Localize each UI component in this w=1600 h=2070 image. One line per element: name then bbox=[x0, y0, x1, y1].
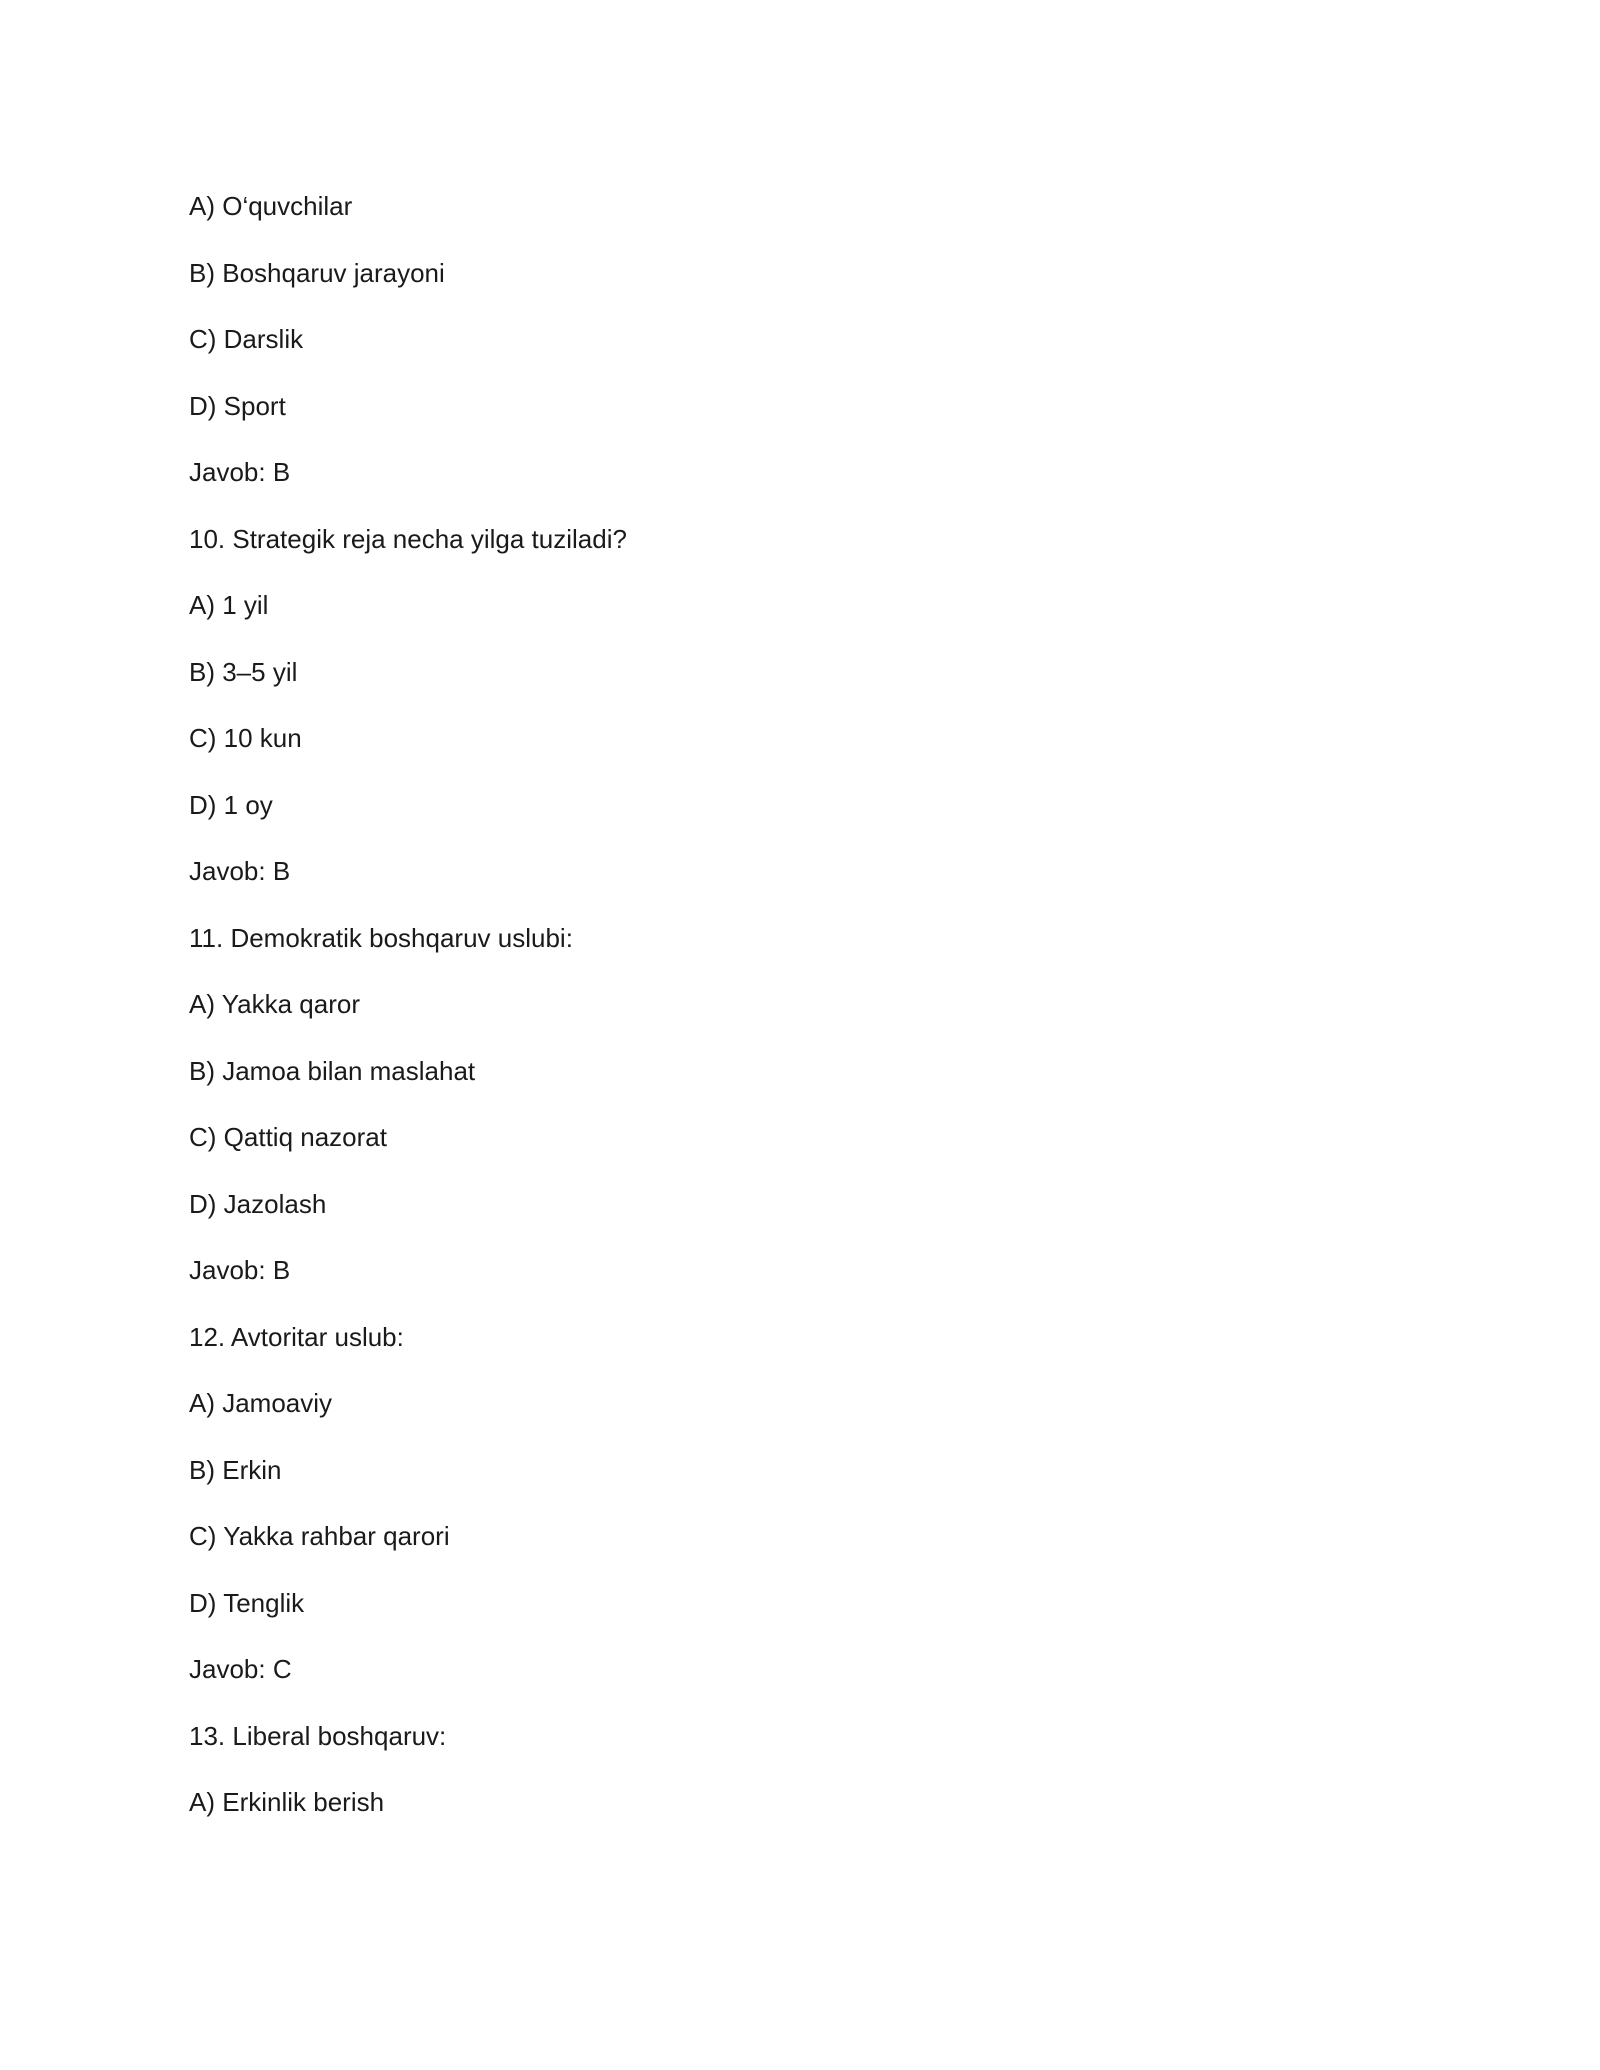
option-line: B) Erkin bbox=[189, 1454, 282, 1485]
option-line: C) 10 kun bbox=[189, 723, 302, 753]
option-line: C) Yakka rahbar qarori bbox=[189, 1521, 450, 1551]
question-line: 12. Avtoritar uslub: bbox=[189, 1321, 404, 1352]
answer-line: Javob: B bbox=[189, 1255, 291, 1285]
option-line: B) Jamoa bilan maslahat bbox=[189, 1055, 476, 1086]
option-line: C) Darslik bbox=[189, 324, 304, 354]
question-line: 10. Strategik reja necha yilga tuziladi? bbox=[189, 523, 627, 554]
option-line: D) Sport bbox=[189, 390, 286, 421]
question-line: 11. Demokratik boshqaruv uslubi: bbox=[189, 922, 573, 953]
question-line: 13. Liberal boshqaruv: bbox=[189, 1720, 447, 1751]
option-line: D) Tenglik bbox=[189, 1587, 305, 1618]
option-line: A) Jamoaviy bbox=[189, 1388, 333, 1418]
option-line: A) O‘quvchilar bbox=[189, 191, 353, 221]
option-line: A) Yakka qaror bbox=[189, 989, 361, 1019]
option-line: C) Qattiq nazorat bbox=[189, 1122, 387, 1152]
answer-line: Javob: C bbox=[189, 1654, 292, 1684]
document-body bbox=[189, 186, 1389, 1849]
option-line: B) Boshqaruv jarayoni bbox=[189, 257, 445, 288]
option-line: A) Erkinlik berish bbox=[189, 1787, 385, 1817]
option-line: D) 1 oy bbox=[189, 789, 273, 820]
answer-line: Javob: B bbox=[189, 856, 291, 886]
option-line: B) 3–5 yil bbox=[189, 656, 298, 687]
answer-line: Javob: B bbox=[189, 457, 291, 487]
option-line: A) 1 yil bbox=[189, 590, 269, 620]
option-line: D) Jazolash bbox=[189, 1188, 327, 1219]
